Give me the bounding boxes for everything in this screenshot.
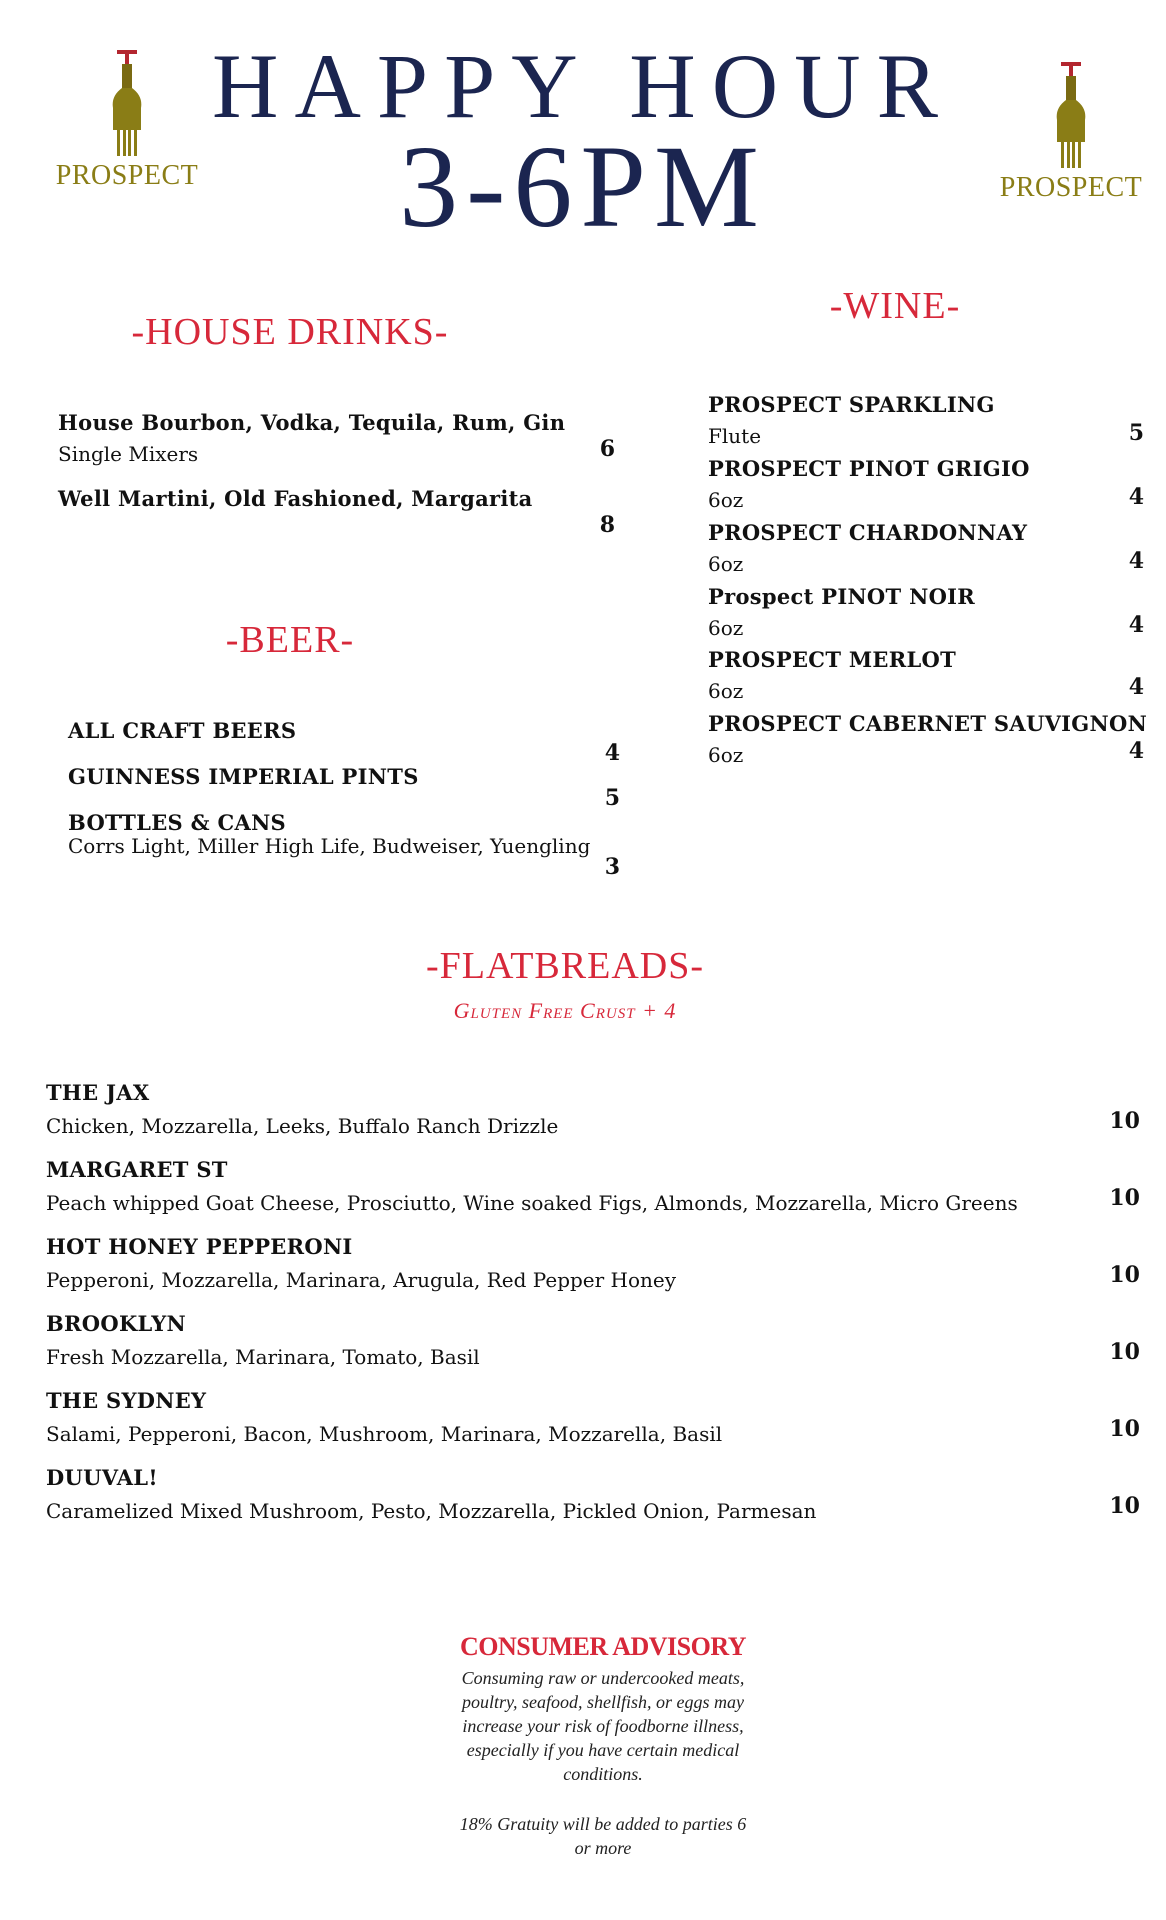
wine-name: PROSPECT CABERNET SAUVIGNON: [708, 711, 1148, 736]
beer-price: 4: [604, 740, 620, 766]
beer-name: GUINNESS IMPERIAL PINTS: [68, 764, 419, 789]
flatbread-desc: Chicken, Mozzarella, Leeks, Buffalo Ranch Drizzle: [46, 1114, 559, 1138]
beer-name: BOTTLES & CANS: [68, 810, 287, 835]
wine-desc: 6oz: [708, 616, 744, 640]
flatbread-desc: Fresh Mozzarella, Marinara, Tomato, Basil: [46, 1345, 480, 1369]
page-title: HAPPY HOUR: [212, 35, 954, 137]
wine-desc: Flute: [708, 424, 762, 448]
flatbread-price: 10: [1109, 1493, 1140, 1519]
wine-price: 4: [1128, 738, 1144, 764]
flatbread-name: MARGARET ST: [46, 1157, 228, 1182]
wine-name: PROSPECT PINOT GRIGIO: [708, 456, 1030, 481]
wine-name: PROSPECT MERLOT: [708, 647, 957, 672]
house-drink-name: Well Martini, Old Fashioned, Margarita: [58, 486, 533, 511]
beer-name: ALL CRAFT BEERS: [68, 718, 297, 743]
gluten-free-note: Gluten Free Crust + 4: [453, 998, 677, 1023]
wine-price: 4: [1128, 484, 1144, 510]
flatbread-name: THE SYDNEY: [46, 1388, 207, 1413]
flatbreads-heading: -FLATBREADS-: [425, 945, 705, 987]
flatbread-price: 10: [1109, 1262, 1140, 1288]
wine-price: 4: [1128, 674, 1144, 700]
page-subtitle: 3-6PM: [399, 121, 767, 252]
house-drink-price: 6: [599, 436, 615, 462]
beer-price: 3: [604, 854, 620, 880]
wine-price: 5: [1128, 420, 1144, 446]
flatbread-name: HOT HONEY PEPPERONI: [46, 1234, 353, 1259]
wine-desc: 6oz: [708, 743, 744, 767]
beer-heading: -BEER-: [225, 619, 355, 661]
flatbread-desc: Caramelized Mixed Mushroom, Pesto, Mozzarella, Pickled Onion, Parmesan: [46, 1499, 817, 1523]
consumer-advisory-text: Consuming raw or undercooked meats, poultry, seafood, shellfish, or eggs may increase your risk of foodborne illness, especially if you have certain medical conditions.: [461, 1668, 745, 1784]
flatbread-name: DUUVAL!: [46, 1465, 158, 1490]
gratuity-note: 18% Gratuity will be added to parties 6 or more: [459, 1814, 747, 1858]
flatbread-price: 10: [1109, 1108, 1140, 1134]
wine-desc: 6oz: [708, 679, 744, 703]
wine-heading: -WINE-: [829, 285, 961, 327]
house-drinks-heading: -HOUSE DRINKS-: [131, 311, 449, 353]
wine-name: PROSPECT CHARDONNAY: [708, 520, 1028, 545]
flatbread-price: 10: [1109, 1339, 1140, 1365]
flatbread-desc: Pepperoni, Mozzarella, Marinara, Arugula, Red Pepper Honey: [46, 1268, 677, 1292]
house-drink-desc: Single Mixers: [58, 442, 199, 466]
wine-desc: 6oz: [708, 552, 744, 576]
wine-price: 4: [1128, 612, 1144, 638]
beer-desc: Corrs Light, Miller High Life, Budweiser, Yuengling: [68, 834, 591, 858]
flatbread-price: 10: [1109, 1185, 1140, 1211]
house-drink-name: House Bourbon, Vodka, Tequila, Rum, Gin: [58, 410, 566, 435]
flatbread-desc: Peach whipped Goat Cheese, Prosciutto, Wine soaked Figs, Almonds, Mozzarella, Micro Greens: [46, 1191, 1018, 1215]
flatbread-price: 10: [1109, 1416, 1140, 1442]
wine-price: 4: [1128, 548, 1144, 574]
logo-text: PROSPECT: [999, 172, 1143, 203]
wine-name: PROSPECT SPARKLING: [708, 392, 995, 417]
consumer-advisory-title: CONSUMER ADVISORY: [459, 1632, 746, 1661]
beer-price: 5: [604, 785, 620, 811]
house-drink-price: 8: [599, 512, 615, 538]
wine-desc: 6oz: [708, 488, 744, 512]
logo-text: PROSPECT: [55, 160, 199, 191]
wine-name: Prospect PINOT NOIR: [708, 584, 976, 609]
flatbread-desc: Salami, Pepperoni, Bacon, Mushroom, Marinara, Mozzarella, Basil: [46, 1422, 723, 1446]
flatbread-name: THE JAX: [46, 1080, 150, 1105]
flatbread-name: BROOKLYN: [46, 1311, 187, 1336]
